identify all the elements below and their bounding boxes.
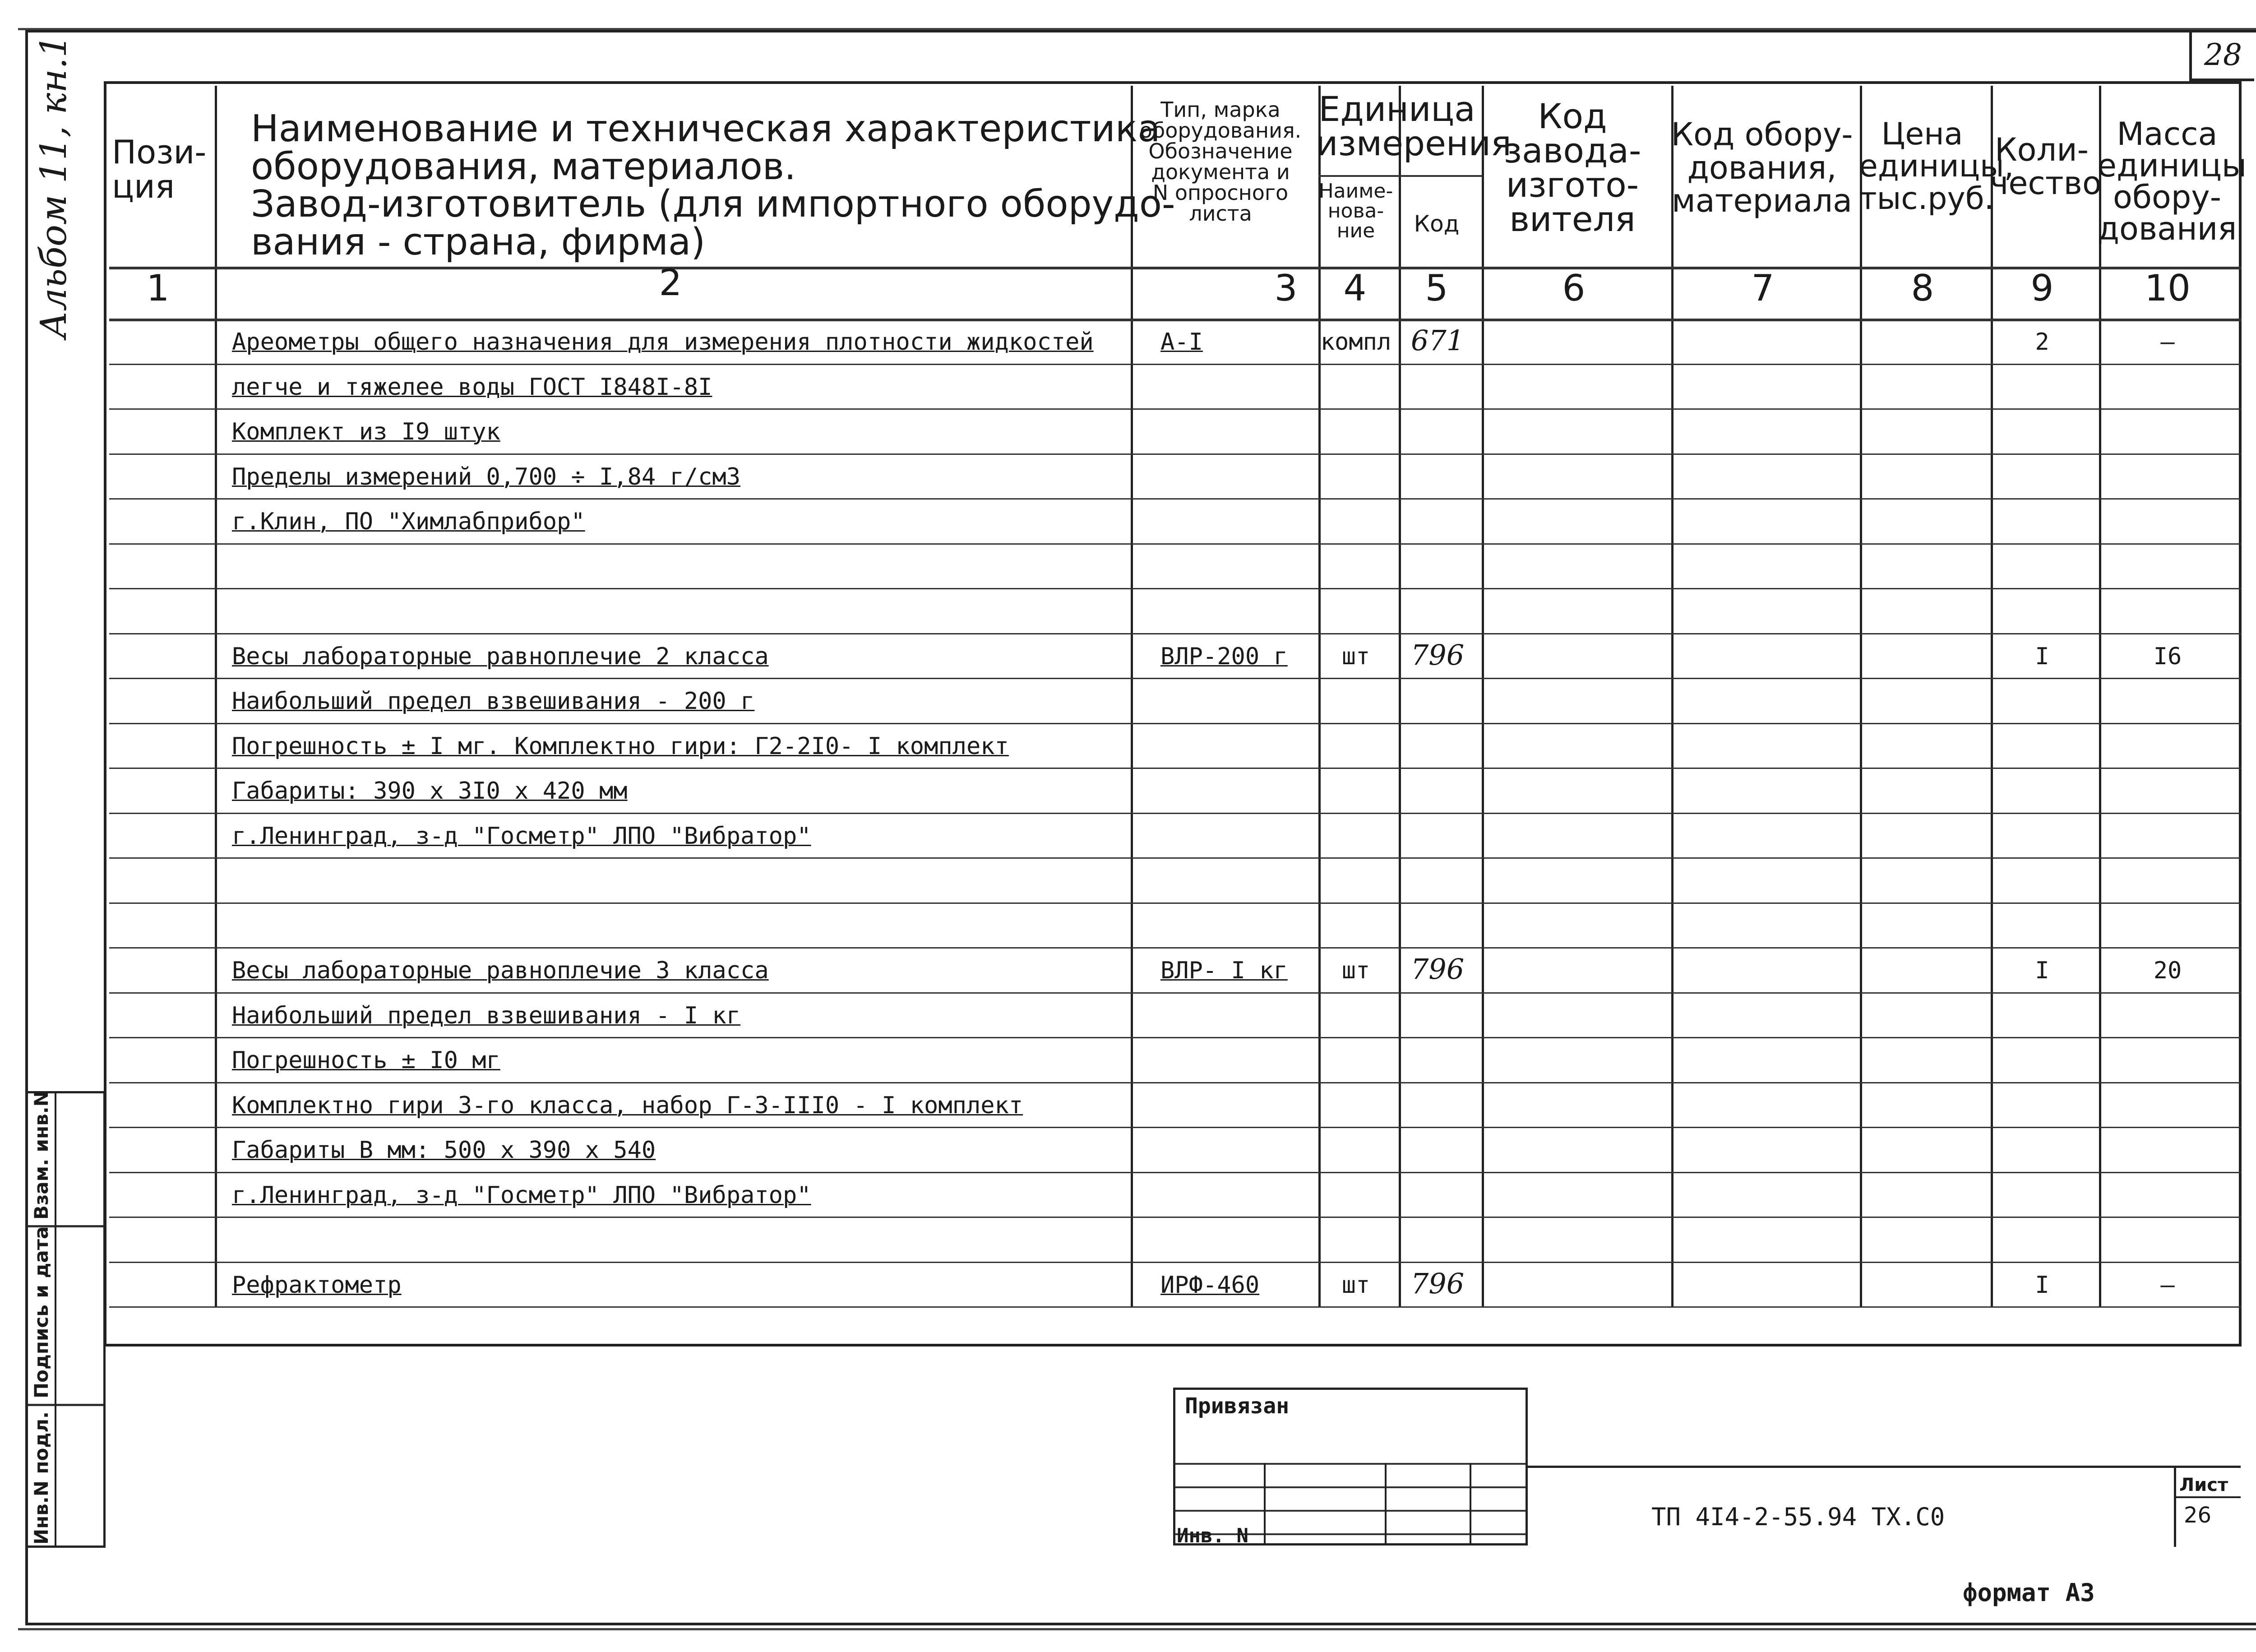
row-divider <box>109 1262 2242 1263</box>
row-unit: шт <box>1341 1271 1370 1299</box>
row-mass: – <box>2160 1271 2175 1299</box>
header-unit-code: Код <box>1414 211 1460 237</box>
row-quantity: 2 <box>2035 329 2049 356</box>
row-unit-code: 796 <box>1410 1267 1465 1300</box>
row-description: Наибольший предел взвешивания - I кг <box>232 1002 741 1029</box>
bottom-border-line <box>18 1628 2256 1630</box>
row-divider <box>109 902 2242 904</box>
row-divider <box>109 857 2242 859</box>
row-divider <box>109 408 2242 410</box>
stamp-row-line <box>1175 1510 1526 1512</box>
stamp-col-line <box>1264 1463 1266 1544</box>
approval-label: Инв.N подл. <box>30 1411 52 1545</box>
stamp-row-line <box>1175 1463 1526 1465</box>
row-divider <box>109 947 2242 949</box>
header-maker-code: Код завода- изгото- вителя <box>1503 96 1641 239</box>
header-type: Тип, марка оборудования. Обозначение документа и N опросного листа <box>1139 97 1302 226</box>
row-divider <box>109 1127 2242 1128</box>
row-mass: I6 <box>2153 643 2182 670</box>
row-divider <box>109 319 2242 321</box>
row-description: Рефрактометр <box>232 1271 402 1299</box>
stamp-row-line <box>1175 1486 1526 1488</box>
row-description: Наибольший предел взвешивания - 200 г <box>232 688 755 715</box>
row-mass: – <box>2160 329 2175 356</box>
colnum-3: 3 <box>1274 267 1298 309</box>
title-block-line <box>1528 1466 2241 1468</box>
sheet-number: 28 <box>2189 32 2254 81</box>
row-description: г.Ленинград, з-д "Госметр" ЛПО "Вибратор" <box>232 822 811 850</box>
row-divider <box>109 498 2242 500</box>
row-divider <box>109 1217 2242 1218</box>
row-divider <box>109 723 2242 724</box>
approval-label: Взам. инв.N <box>30 1091 52 1220</box>
colnum-5: 5 <box>1425 267 1448 309</box>
row-description: Ареометры общего назначения для измерения плотности жидкостей <box>232 329 1094 356</box>
sheet-page-number: 26 <box>2184 1503 2212 1528</box>
row-divider <box>109 364 2242 365</box>
colnum-9: 9 <box>2030 267 2054 309</box>
row-divider <box>109 813 2242 814</box>
row-description: Погрешность ± I мг. Комплектно гири: Г2-2I0- I комплект <box>232 732 1009 760</box>
row-quantity: I <box>2035 957 2049 984</box>
row-description: Комплектно гири 3-го класса, набор Г-3-III0 - I комплект <box>232 1092 1023 1119</box>
approval-label: Подпись и дата <box>30 1226 52 1398</box>
row-description: г.Клин, ПО "Химлабприбор" <box>232 508 585 535</box>
row-description: Погрешность ± I0 мг <box>232 1047 500 1074</box>
stamp-col-line <box>1385 1463 1387 1544</box>
row-description: Габариты: 390 х 3I0 х 420 мм <box>232 777 628 805</box>
row-unit-code: 796 <box>1410 638 1465 671</box>
row-divider <box>1318 175 1482 177</box>
stamp-inventory: Инв. N <box>1177 1524 1248 1547</box>
row-divider <box>109 543 2242 545</box>
row-description: Комплект из I9 штук <box>232 418 500 445</box>
album-label: Альбом 11, кн.1 <box>32 34 74 338</box>
row-divider <box>109 1082 2242 1083</box>
row-unit-code: 671 <box>1410 324 1465 357</box>
row-divider <box>109 992 2242 994</box>
colnum-2: 2 <box>659 262 682 304</box>
row-type: ВЛР-200 г <box>1160 643 1288 670</box>
document-code: ТП 4I4-2-55.94 ТХ.С0 <box>1651 1503 1945 1531</box>
row-description: легче и тяжелее воды ГОСТ I848I-8I <box>232 373 712 401</box>
row-divider <box>109 1306 2242 1308</box>
row-quantity: I <box>2035 1271 2049 1299</box>
row-type: А-I <box>1160 329 1203 356</box>
colnum-4: 4 <box>1343 267 1367 309</box>
row-divider <box>109 1172 2242 1173</box>
row-unit-code: 796 <box>1410 953 1465 986</box>
row-mass: 20 <box>2153 957 2182 984</box>
sheet-label: Лист <box>2179 1475 2228 1495</box>
row-description: Весы лабораторные равноплечие 3 класса <box>232 957 769 984</box>
row-divider <box>109 678 2242 679</box>
row-description: Габариты В мм: 500 х 390 х 540 <box>232 1137 656 1164</box>
row-divider <box>109 633 2242 634</box>
approval-inner-line <box>55 1093 56 1546</box>
colnum-1: 1 <box>146 267 170 309</box>
colnum-8: 8 <box>1911 267 1934 309</box>
row-type: ИРФ-460 <box>1160 1271 1260 1299</box>
title-block-sep <box>2174 1467 2176 1547</box>
header-name: Наименование и техническая характеристика оборудования, материалов. Завод-изготовитель (для импортного оборудо- вания - страна, фирма) <box>251 107 1175 264</box>
header-equipment-code: Код обору- дования, материала <box>1671 116 1853 219</box>
colnum-7: 7 <box>1751 267 1775 309</box>
colnum-6: 6 <box>1562 267 1586 309</box>
header-unit-name: Наиме- нова- ние <box>1318 180 1393 242</box>
row-divider <box>109 453 2242 455</box>
format-label: формат А3 <box>1963 1578 2095 1607</box>
title-block-sep2 <box>2174 1496 2241 1498</box>
row-unit: шт <box>1341 643 1370 670</box>
approval-column <box>25 1091 106 1548</box>
colnum-10: 10 <box>2145 267 2191 309</box>
row-unit: компл <box>1320 329 1392 356</box>
header-position: Пози- ция <box>112 133 207 205</box>
row-quantity: I <box>2035 643 2049 670</box>
stamp-col-line <box>1470 1463 1471 1544</box>
row-description: Пределы измерений 0,700 ÷ I,84 г/см3 <box>232 463 741 491</box>
row-unit: шт <box>1341 957 1370 984</box>
row-divider <box>109 588 2242 589</box>
header-unit: Единица измерения <box>1316 89 1512 163</box>
header-price: Цена единицы, тыс.руб. <box>1859 116 2014 217</box>
row-description: г.Ленинград, з-д "Госметр" ЛПО "Вибратор" <box>232 1181 811 1209</box>
header-mass: Масса единицы обору- дования <box>2097 116 2247 247</box>
row-type: ВЛР- I кг <box>1160 957 1288 984</box>
row-divider <box>109 768 2242 769</box>
header-quantity: Коли- чество <box>1990 131 2102 202</box>
stamp-title: Привязан <box>1185 1393 1290 1419</box>
row-description: Весы лабораторные равноплечие 2 класса <box>232 643 769 670</box>
row-divider <box>109 1037 2242 1038</box>
approval-divider <box>28 1404 103 1406</box>
